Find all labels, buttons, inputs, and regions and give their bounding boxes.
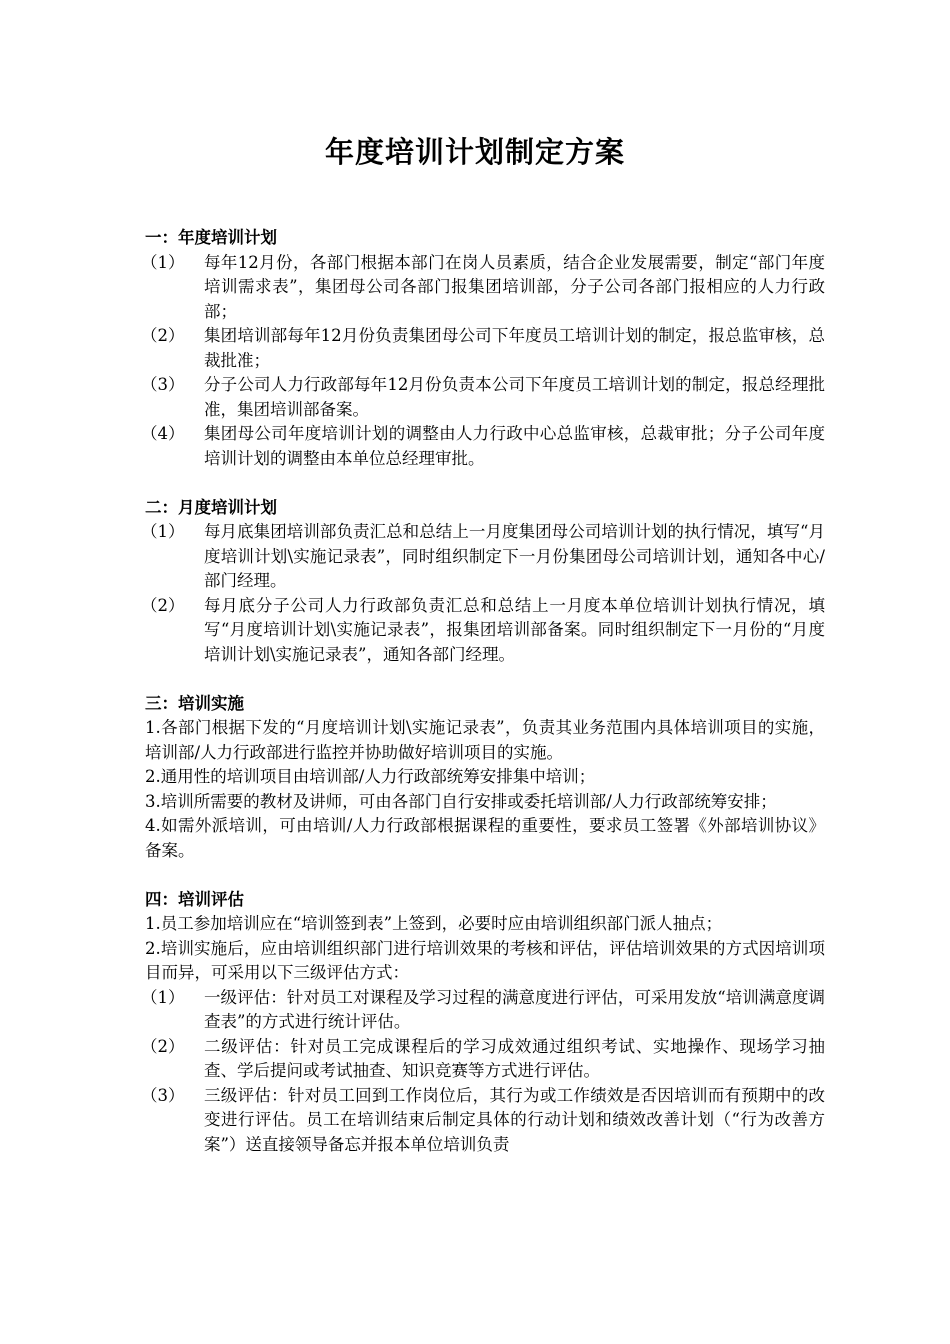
paragraph: 2.培训实施后，应由培训组织部门进行培训效果的考核和评估，评估培训效果的方式因培训项目而异，可采用以下三级评估方式：	[145, 938, 825, 982]
document-title: 年度培训计划制定方案	[324, 135, 625, 169]
item-number: （4）	[141, 424, 185, 443]
item-text: 每月底集团培训部负责汇总和总结上一月度集团母公司培训计划的执行情况，填写“月度培训计划\实施记录表”，同时组织制定下一月份集团母公司培训计划，通知各中心/部门经理。	[204, 522, 825, 590]
paragraph: 1.员工参加培训应在“培训签到表”上签到，必要时应由培训组织部门派人抽点；	[145, 914, 723, 933]
list-item	[141, 422, 825, 471]
item-number: （3）	[141, 1085, 185, 1105]
list-item	[141, 594, 825, 668]
document-body	[141, 226, 825, 1182]
paragraph: 3.培训所需要的教材及讲师，可由各部门自行安排或委托培训部/人力行政部统筹安排；	[145, 791, 777, 811]
item-number: （1）	[141, 252, 185, 272]
item-text: 一级评估：针对员工对课程及学习过程的满意度进行评估，可采用发放“培训满意度调查表”的方式进行统计评估。	[204, 987, 825, 1031]
item-text: 集团培训部每年12月份负责集团母公司下年度员工培训计划的制定，报总监审核，总裁批准；	[204, 326, 825, 370]
item-text: 分子公司人力行政部每年12月份负责本公司下年度员工培训计划的制定，报总经理批准，集团培训部备案。	[204, 375, 825, 419]
paragraph: 1.各部门根据下发的“月度培训计划\实施记录表”，负责其业务范围内具体培训项目的实施，培训部/人力行政部进行监控并协助做好培训项目的实施。	[145, 718, 825, 762]
item-text: 每月底分子公司人力行政部负责汇总和总结上一月度本单位培训计划执行情况，填写“月度培训计划\实施记录表”，报集团培训部备案。同时组织制定下一月份的“月度培训计划\实施记录表”，通知各部门经理。	[204, 595, 825, 664]
section-evaluation	[141, 888, 825, 1158]
paragraph: 4.如需外派培训，可由培训/人力行政部根据课程的重要性，要求员工签署《外部培训协议》备案。	[145, 816, 825, 860]
list-item	[141, 373, 825, 422]
list-item	[141, 1035, 825, 1084]
item-text: 三级评估：针对员工回到工作岗位后，其行为或工作绩效是否因培训而有预期中的改变进行评估。员工在培训结束后制定具体的行动计划和绩效改善计划（“行为改善方案”）送直接领导备忘并报本单位培训负责	[204, 1085, 825, 1154]
item-number: （1）	[141, 987, 185, 1007]
section-heading: 四：培训评估	[145, 889, 244, 909]
section-heading: 一：年度培训计划	[145, 228, 277, 247]
list-item	[141, 1084, 825, 1158]
section-implementation	[145, 692, 825, 864]
item-number: （3）	[141, 375, 185, 394]
item-text: 二级评估：针对员工完成课程后的学习成效通过组织考试、实地操作、现场学习抽查、学后提问或考试抽查、知识竞赛等方式进行评估。	[204, 1036, 825, 1080]
item-number: （1）	[141, 522, 185, 541]
list-item	[141, 251, 825, 325]
list-item	[141, 324, 825, 373]
section-heading: 三：培训实施	[145, 693, 244, 713]
item-number: （2）	[141, 326, 185, 345]
paragraph: 2.通用性的培训项目由培训部/人力行政部统筹安排集中培训；	[145, 767, 596, 786]
item-number: （2）	[141, 595, 185, 615]
item-number: （2）	[141, 1036, 185, 1056]
section-monthly-plan	[141, 496, 825, 668]
list-item	[141, 520, 825, 594]
list-item	[141, 986, 825, 1035]
item-text: 每年12月份，各部门根据本部门在岗人员素质，结合企业发展需要，制定“部门年度培训需求表”，集团母公司各部门报集团培训部，分子公司各部门报相应的人力行政部；	[204, 252, 825, 321]
item-text: 集团母公司年度培训计划的调整由人力行政中心总监审核，总裁审批；分子公司年度培训计划的调整由本单位总经理审批。	[204, 424, 825, 468]
section-heading: 二：月度培训计划	[145, 497, 277, 517]
section-annual-plan	[141, 226, 825, 471]
